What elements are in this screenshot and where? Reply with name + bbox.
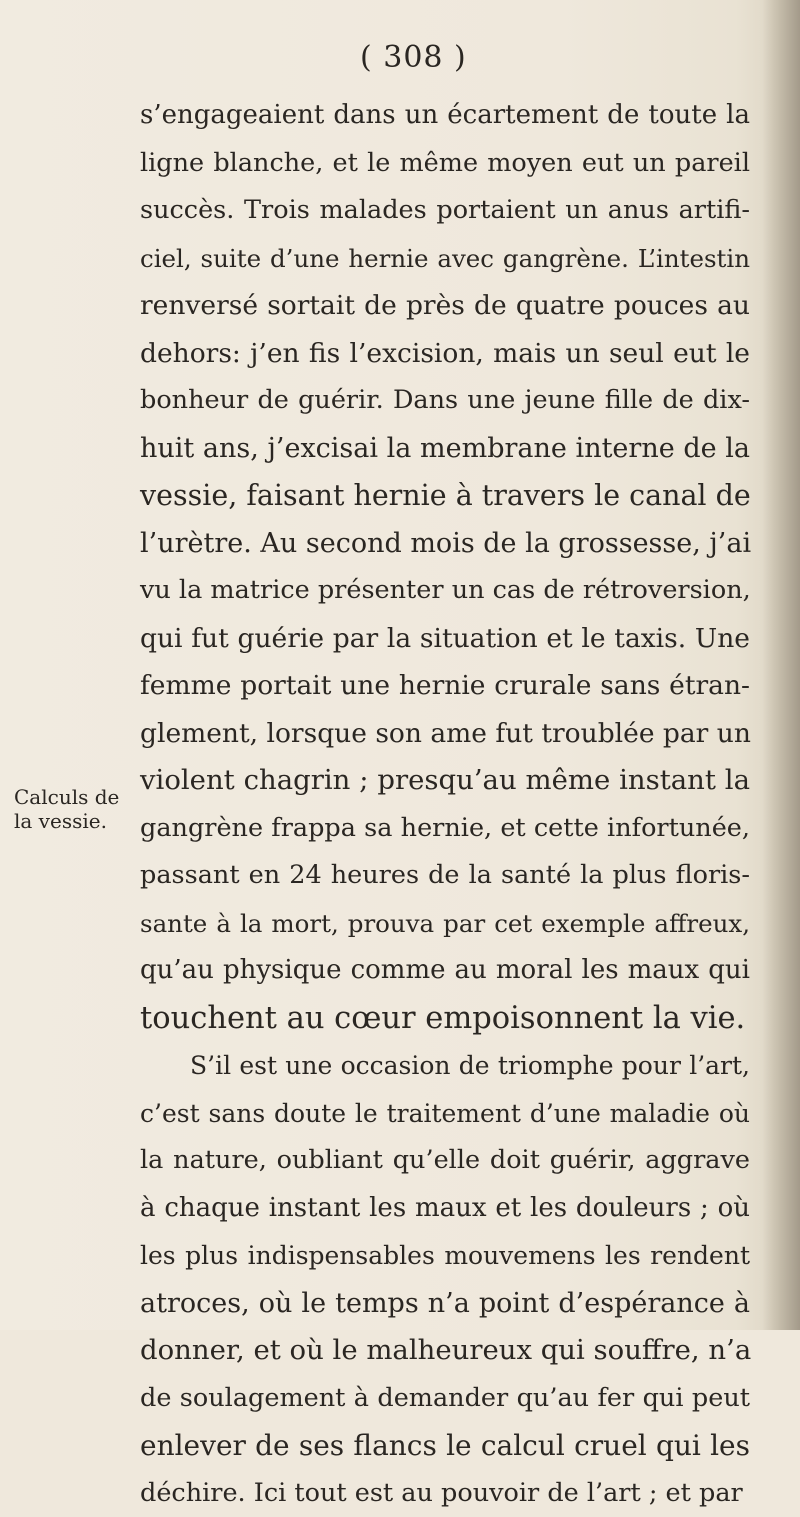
text-line: à chaque instant les maux et les douleurs ; où bbox=[140, 1185, 750, 1233]
text-line: qui fut guérie par la situation et le taxis. Une bbox=[140, 615, 750, 663]
text-line: huit ans, j’excisai la membrane interne de la bbox=[140, 425, 750, 473]
text-line: passant en 24 heures de la santé la plus floris- bbox=[140, 852, 750, 900]
text-line: S’il est une occasion de triomphe pour l’art, bbox=[140, 1042, 750, 1090]
text-line: bonheur de guérir. Dans une jeune fille de dix- bbox=[140, 377, 750, 425]
text-line: vessie, faisant hernie à travers le canal de bbox=[140, 472, 750, 520]
text-line: gangrène frappa sa hernie, et cette infortunée, bbox=[140, 805, 750, 853]
page-number: ( 308 ) bbox=[360, 40, 467, 75]
text-line: atroces, où le temps n’a point d’espérance à bbox=[140, 1280, 750, 1328]
text-line: renversé sortait de près de quatre pouces au bbox=[140, 282, 750, 330]
text-line: l’urètre. Au second mois de la grossesse, j’ai bbox=[140, 520, 750, 568]
text-line: ligne blanche, et le même moyen eut un pareil bbox=[140, 140, 750, 188]
text-line: s’engageaient dans un écartement de toute la bbox=[140, 92, 750, 140]
text-line: qu’au physique comme au moral les maux qui bbox=[140, 947, 750, 995]
text-line: glement, lorsque son ame fut troublée par un bbox=[140, 710, 750, 758]
text-line: donner, et où le malheureux qui souffre, n’a bbox=[140, 1327, 750, 1375]
margin-note-line-1: Calculs de bbox=[14, 785, 132, 809]
margin-note bbox=[14, 785, 132, 833]
text-line: dehors: j’en fis l’excision, mais un seul eut le bbox=[140, 330, 750, 378]
text-line: violent chagrin ; presqu’au même instant la bbox=[140, 757, 750, 805]
text-line: succès. Trois malades portaient un anus artifi- bbox=[140, 187, 750, 235]
text-line: enlever de ses flancs le calcul cruel qui les bbox=[140, 1422, 750, 1470]
page-edge-shadow bbox=[762, 0, 800, 1330]
text-line: femme portait une hernie crurale sans étran- bbox=[140, 662, 750, 710]
text-line: sante à la mort, prouva par cet exemple affreux, bbox=[140, 900, 750, 948]
text-line: ciel, suite d’une hernie avec gangrène. L’intestin bbox=[140, 235, 750, 283]
text-line: les plus indispensables mouvemens les rendent bbox=[140, 1232, 750, 1280]
text-line: vu la matrice présenter un cas de rétroversion, bbox=[140, 567, 750, 615]
text-line: de soulagement à demander qu’au fer qui peut bbox=[140, 1375, 750, 1423]
body-text bbox=[140, 92, 750, 1517]
text-line: déchire. Ici tout est au pouvoir de l’art ; et par bbox=[140, 1470, 750, 1517]
text-line: touchent au cœur empoisonnent la vie. bbox=[140, 995, 750, 1043]
text-line: la nature, oubliant qu’elle doit guérir, aggrave bbox=[140, 1137, 750, 1185]
margin-note-line-2: la vessie. bbox=[14, 809, 132, 833]
text-line: c’est sans doute le traitement d’une maladie où bbox=[140, 1090, 750, 1138]
